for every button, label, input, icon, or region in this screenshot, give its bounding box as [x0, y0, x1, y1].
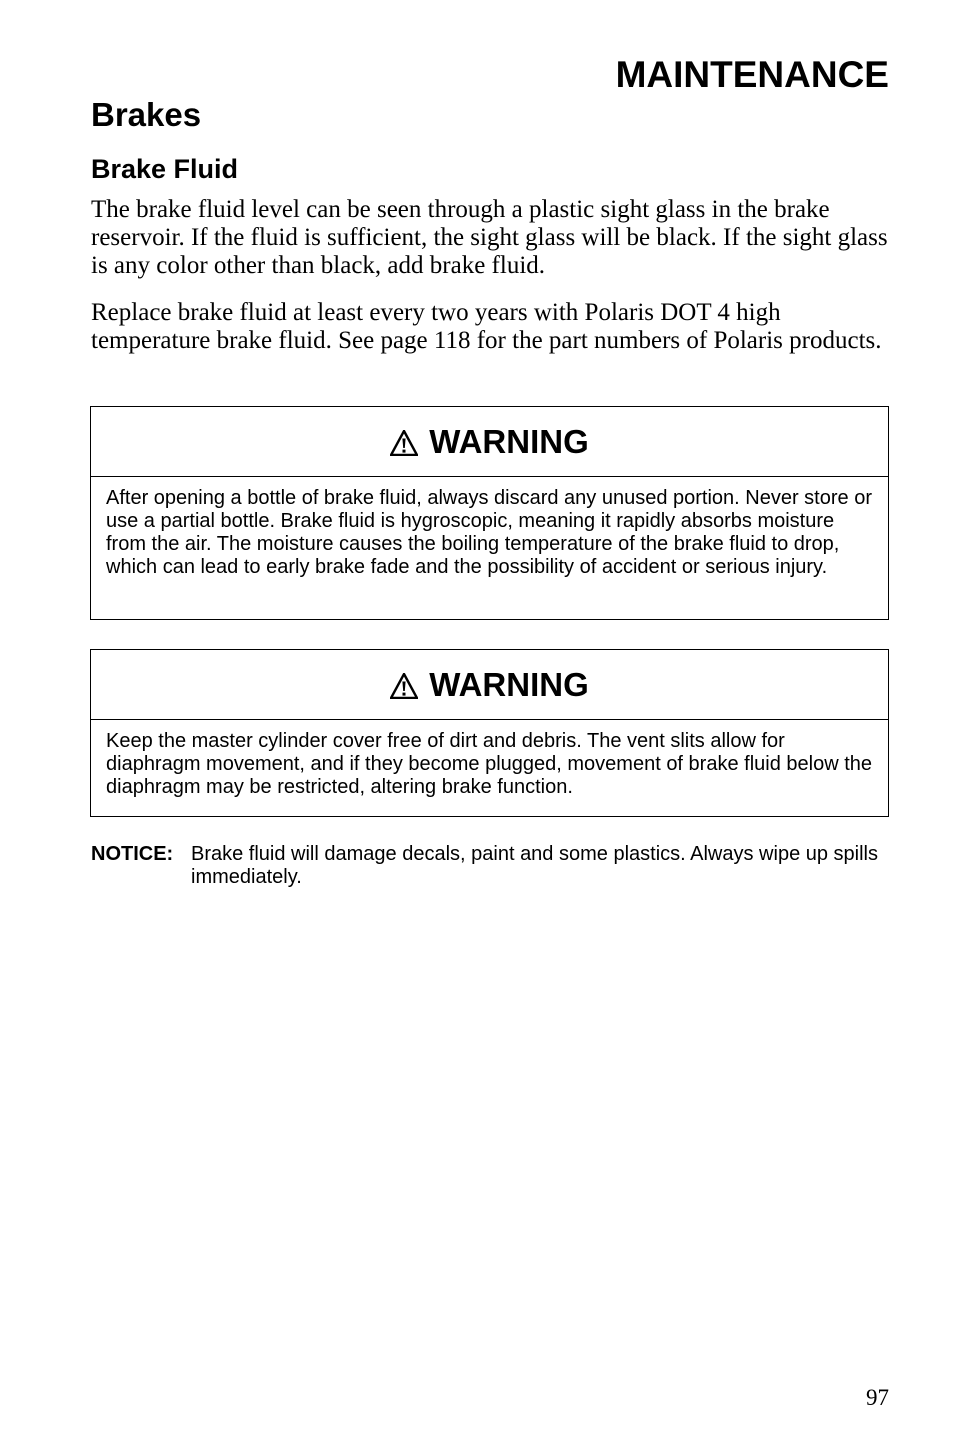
notice-text: Brake fluid will damage decals, paint and some plastics. Always wipe up spills immediately.: [191, 843, 879, 888]
notice-label: NOTICE:: [91, 843, 174, 865]
warning-header: [91, 650, 888, 720]
warning-title: WARNING: [429, 665, 589, 703]
body-paragraph: Replace brake fluid at least every two years with Polaris DOT 4 high temperature brake fluid. See page 118 for the part numbers of Polaris products.: [91, 299, 882, 354]
page-header: MAINTENANCE: [615, 54, 889, 95]
notice: [91, 843, 891, 889]
page-number: 97: [866, 1385, 889, 1410]
warning-text: After opening a bottle of brake fluid, always discard any unused portion. Never store or use a partial bottle. Brake fluid is hygroscopic, meaning it rapidly absorbs moisture from the air. The moisture causes the boiling temperature of the brake fluid to drop, which can lead to early brake fade and the possibility of accident or serious injury.: [106, 487, 872, 578]
warning-box: [90, 406, 889, 620]
warning-text: Keep the master cylinder cover free of dirt and debris. The vent slits allow for diaphragm movement, and if they become plugged, movement of brake fluid below the diaphragm may be restricted, altering brake function.: [106, 730, 872, 798]
warning-header: [91, 407, 888, 477]
warning-box: [90, 649, 889, 817]
warning-triangle-icon: [390, 430, 418, 456]
warning-title: WARNING: [429, 422, 589, 460]
body-paragraph: The brake fluid level can be seen through a plastic sight glass in the brake reservoir. If the fluid is sufficient, the sight glass will be black. If the sight glass is any color other than black, add brake fluid.: [91, 196, 888, 279]
section-title: Brakes: [91, 96, 202, 133]
warning-triangle-icon: [390, 673, 418, 699]
subsection-title: Brake Fluid: [91, 154, 239, 184]
